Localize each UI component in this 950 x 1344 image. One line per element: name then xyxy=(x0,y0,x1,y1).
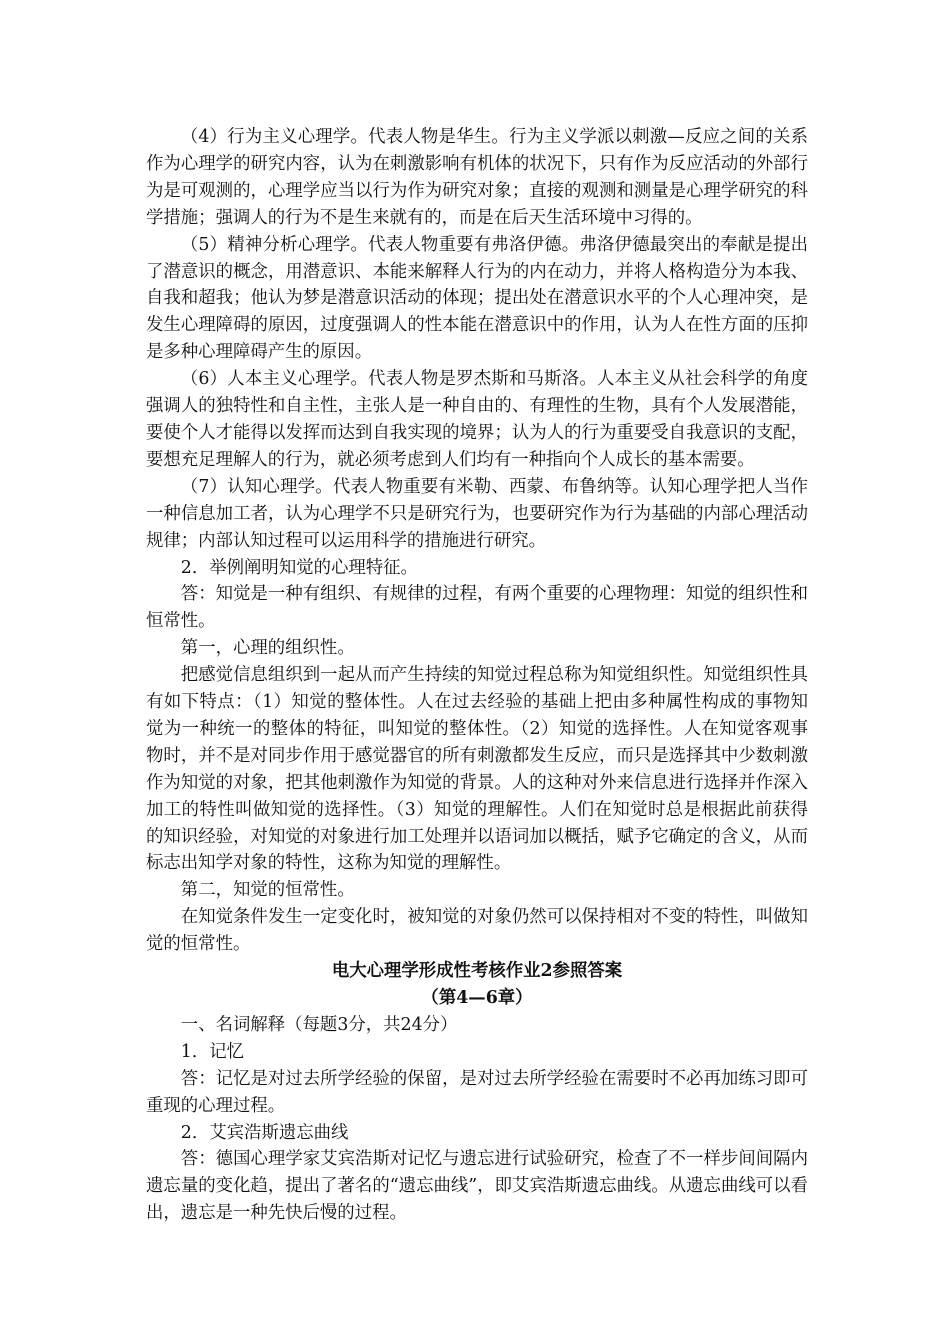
assignment-subtitle: （第4—6章） xyxy=(421,988,533,1008)
section-organization: 第一，心理的组织性。 xyxy=(180,638,355,659)
answer-memory: 答：记忆是对过去所学经验的保留，是对过去所学经验在需要时不必再加练习即可重现的心理过程。 xyxy=(146,1068,808,1116)
paragraph-constancy: 在知觉条件发生一定变化时，被知觉的对象仍然可以保持相对不变的特性，叫做知觉的恒常性。 xyxy=(146,907,808,955)
paragraph-behaviorism: （4）行为主义心理学。代表人物是华生。行为主义学派以刺激—反应之间的关系作为心理学的研究内容，认为在刺激影响有机体的状况下，只有作为反应活动的外部行为是可观测的，心理学应当以行为作为研究对象；直接的观测和测量是心理学研究的科学措施；强调人的行为不是生来就有的，而是在后天生活环境中习得的。 xyxy=(146,127,808,228)
document-page xyxy=(146,124,808,1227)
paragraph-cognitive: （7）认知心理学。代表人物重要有米勒、西蒙、布鲁纳等。认知心理学把人当作一种信息加工者，认为心理学不只是研究行为，也要研究作为行为基础的内部心理活动规律；内部认知过程可以运用科学的措施进行研究。 xyxy=(146,476,808,551)
question-2: 2．举例阐明知觉的心理特征。 xyxy=(180,557,418,578)
paragraph-psychoanalysis: （5）精神分析心理学。代表人物重要有弗洛伊德。弗洛伊德最突出的奉献是提出了潜意识的概念，用潜意识、本能来解释人行为的内在动力，并将人格构造分为本我、自我和超我；他认为梦是潜意识活动的体现；提出处在潜意识水平的个人心理冲突，是发生心理障碍的原因，过度强调人的性本能在潜意识中的作用，认为人在性方面的压抑是多种心理障碍产生的原因。 xyxy=(146,234,808,363)
paragraph-humanistic: （6）人本主义心理学。代表人物是罗杰斯和马斯洛。人本主义从社会科学的角度强调人的独特性和自主性，主张人是一种自由的、有理性的生物，具有个人发展潜能，要使个人才能得以发挥而达到自我实现的境界；认为人的行为重要受自我意识的支配，要想充足理解人的行为，就必须考虑到人们均有一种指向个人成长的基本需要。 xyxy=(146,369,808,470)
paragraph-organization: 把感觉信息组织到一起从而产生持续的知觉过程总称为知觉组织性。知觉组织性具有如下特点：（1）知觉的整体性。人在过去经验的基础上把由多种属性构成的事物知觉为一种统一的整体的特征，叫知觉的整体性。（2）知觉的选择性。人在知觉客观事物时，并不是对同步作用于感觉器官的所有刺激都发生反应，而只是选择其中少数刺激作为知觉的对象，把其他刺激作为知觉的背景。人的这种对外来信息进行选择并作深入加工的特性叫做知觉的选择性。（3）知觉的理解性。人们在知觉时总是根据此前获得的知识经验，对知觉的对象进行加工处理并以语词加以概括，赋予它确定的含义，从而标志出知学对象的特性，这称为知觉的理解性。 xyxy=(146,665,808,874)
assignment-title: 电大心理学形成性考核作业2参照答案 xyxy=(331,961,623,982)
section-term-definitions: 一、名词解释（每题3分，共24分） xyxy=(180,1014,458,1035)
section-constancy: 第二，知觉的恒常性。 xyxy=(180,880,355,901)
term-memory: 1．记忆 xyxy=(180,1041,245,1062)
term-ebbinghaus-curve: 2．艾宾浩斯遗忘曲线 xyxy=(180,1122,349,1143)
answer-ebbinghaus-curve: 答：德国心理学家艾宾浩斯对记忆与遗忘进行试验研究，检查了不一样步间间隔内遗忘量的变化趋，提出了著名的“遗忘曲线”，即艾宾浩斯遗忘曲线。从遗忘曲线可以看出，遗忘是一种先快后慢的过程。 xyxy=(146,1149,808,1224)
answer-2-intro: 答：知觉是一种有组织、有规律的过程，有两个重要的心理物理：知觉的组织性和恒常性。 xyxy=(146,584,808,632)
